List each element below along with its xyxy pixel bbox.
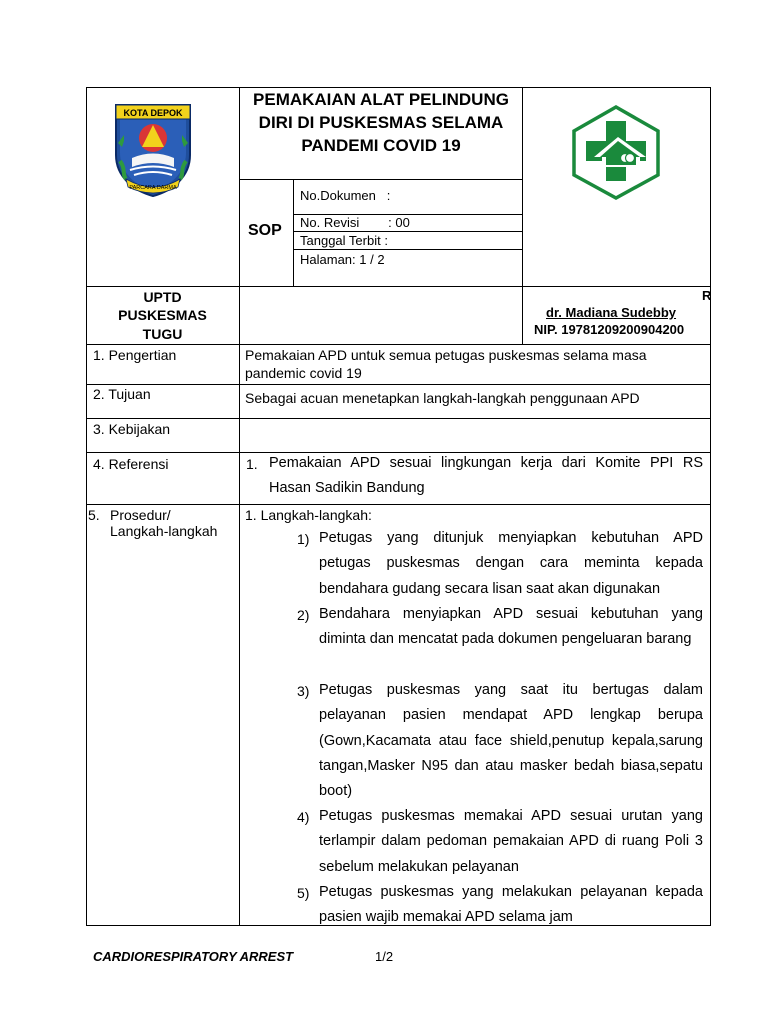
- step-text: Petugas puskesmas yang melakukan pelayanan kepada pasien wajib memakai APD selama jam: [319, 884, 703, 926]
- langkah-heading: 1. Langkah-langkah:: [245, 507, 372, 523]
- step-number: 1): [297, 531, 310, 547]
- tujuan-text: Sebagai acuan menetapkan langkah-langkah penggunaan APD: [245, 390, 640, 406]
- grid-line: [522, 87, 523, 345]
- pengertian-label: 1. Pengertian: [93, 347, 177, 363]
- step-number: 3): [297, 683, 310, 699]
- step-text: Petugas yang ditunjuk menyiapkan kebutuhan APD petugas puskesmas dengan cara meminta kepada bendahara gudang secara lisan saat akan digunakan: [319, 530, 703, 597]
- step-number: 5): [297, 885, 310, 901]
- kota-depok-logo: [112, 103, 194, 198]
- referensi-label: 4. Referensi: [93, 456, 169, 472]
- step-number: 2): [297, 607, 310, 623]
- footer-title: CARDIORESPIRATORY ARREST: [93, 949, 294, 964]
- grid-line: [239, 87, 240, 926]
- grid-line: [86, 418, 711, 419]
- grid-line: [239, 179, 522, 180]
- puskesmas-logo: [572, 105, 660, 200]
- grid-line: [86, 504, 711, 505]
- prosedur-label: Prosedur/: [110, 507, 171, 523]
- no-revisi: No. Revisi : 00: [300, 215, 410, 230]
- footer-page-number: 1/2: [375, 949, 394, 964]
- kebijakan-label: 3. Kebijakan: [93, 421, 171, 437]
- org-line-2: PUSKESMAS: [118, 307, 207, 323]
- grid-line: [86, 286, 711, 287]
- tujuan-label: 2. Tujuan: [93, 386, 151, 402]
- halaman: Halaman: 1 / 2: [300, 252, 385, 267]
- sop-label: SOP: [248, 222, 282, 239]
- prosedur-label-2: Langkah-langkah: [110, 523, 218, 539]
- referensi-number: 1.: [246, 456, 258, 472]
- step-text: Petugas puskesmas yang saat itu bertugas dalam pelayanan pasien mendapat APD lengkap berupa (Gown,Kacamata atau face shield,penutup kepala,sarung tangan,Masker N95 dan atau masker bedah biasa,sepatu boot): [319, 682, 703, 800]
- step-text: Petugas puskesmas memakai APD sesuai urutan yang terlampir dalam pedoman pemakaian APD di ruang Poli 3 sebelum melakukan pelayanan: [319, 808, 703, 875]
- grid-line: [293, 179, 294, 286]
- pengertian-text: Pemakaian APD untuk semua petugas puskesmas selama masa pandemic covid 19: [245, 347, 647, 381]
- document-title: PEMAKAIAN ALAT PELINDUNG DIRI DI PUSKESMAS SELAMA PANDEMI COVID 19: [253, 90, 509, 155]
- logo-text-bottom: PARCARA DARMA: [129, 185, 177, 191]
- step-number: 4): [297, 809, 310, 825]
- logo-text-top: KOTA DEPOK: [123, 108, 183, 118]
- grid-line: [86, 344, 711, 345]
- approval-mark: R: [702, 288, 712, 303]
- grid-line: [86, 384, 711, 385]
- referensi-text: Pemakaian APD sesuai lingkungan kerja dari Komite PPI RS Hasan Sadikin Bandung: [269, 455, 703, 497]
- no-dokumen: No.Dokumen :: [300, 188, 391, 203]
- step-text: Bendahara menyiapkan APD sesuai kebutuhan yang diminta dan mencatat pada dokumen pengeluaran barang: [319, 606, 703, 648]
- official-nip: NIP. 19781209200904200: [534, 322, 685, 337]
- official-name: dr. Madiana Sudebby: [546, 305, 677, 320]
- tanggal-terbit: Tanggal Terbit :: [300, 233, 388, 248]
- org-line-3: TUGU: [142, 326, 183, 342]
- org-line-1: UPTD: [143, 289, 182, 305]
- prosedur-number: 5.: [88, 507, 100, 523]
